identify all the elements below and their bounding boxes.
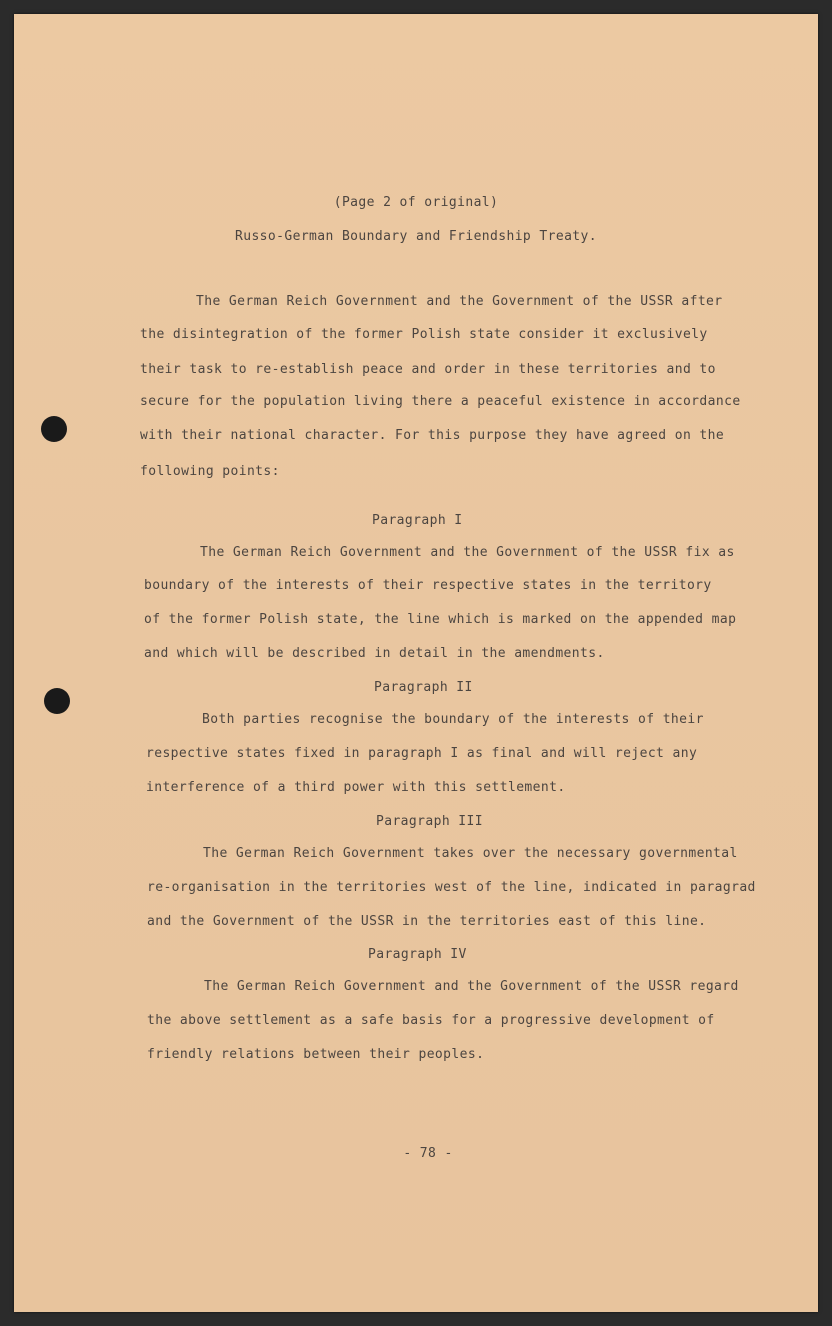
paragraph-line: and which will be described in detail in the amendments. [144, 646, 605, 661]
page-number: - 78 - [403, 1146, 453, 1161]
paragraph-line: The German Reich Government and the Government of the USSR fix as [200, 545, 735, 560]
paragraph-line: The German Reich Government takes over the necessary governmental [203, 846, 738, 861]
preamble-line: their task to re-establish peace and order in these territories and to [140, 362, 716, 377]
preamble-line: the disintegration of the former Polish state consider it exclusively [140, 327, 708, 342]
paragraph-line: The German Reich Government and the Government of the USSR regard [204, 979, 739, 994]
paragraph-line: interference of a third power with this settlement. [146, 780, 566, 795]
paragraph-heading: Paragraph II [374, 680, 473, 695]
punch-hole [44, 688, 70, 714]
paragraph-line: the above settlement as a safe basis for a progressive development of [147, 1013, 715, 1028]
paragraph-line: of the former Polish state, the line which is marked on the appended map [144, 612, 737, 627]
preamble-line: The German Reich Government and the Government of the USSR after [196, 294, 723, 309]
preamble-line: secure for the population living there a peaceful existence in accordance [140, 394, 741, 409]
paragraph-line: Both parties recognise the boundary of the interests of their [202, 712, 704, 727]
paragraph-heading: Paragraph III [376, 814, 483, 829]
paragraph-line: boundary of the interests of their respective states in the territory [144, 578, 712, 593]
punch-hole [41, 416, 67, 442]
paragraph-line: respective states fixed in paragraph I as final and will reject any [146, 746, 698, 761]
paragraph-heading: Paragraph I [372, 513, 463, 528]
paragraph-heading: Paragraph IV [368, 947, 467, 962]
document-title: Russo-German Boundary and Friendship Treaty. [235, 229, 597, 244]
paragraph-line: friendly relations between their peoples. [147, 1047, 485, 1062]
preamble-line: following points: [140, 464, 280, 479]
preamble-line: with their national character. For this purpose they have agreed on the [140, 428, 725, 443]
paragraph-line: and the Government of the USSR in the territories east of this line. [147, 914, 707, 929]
paragraph-line: re-organisation in the territories west of the line, indicated in paragrad [147, 880, 756, 895]
page-note: (Page 2 of original) [333, 195, 499, 210]
